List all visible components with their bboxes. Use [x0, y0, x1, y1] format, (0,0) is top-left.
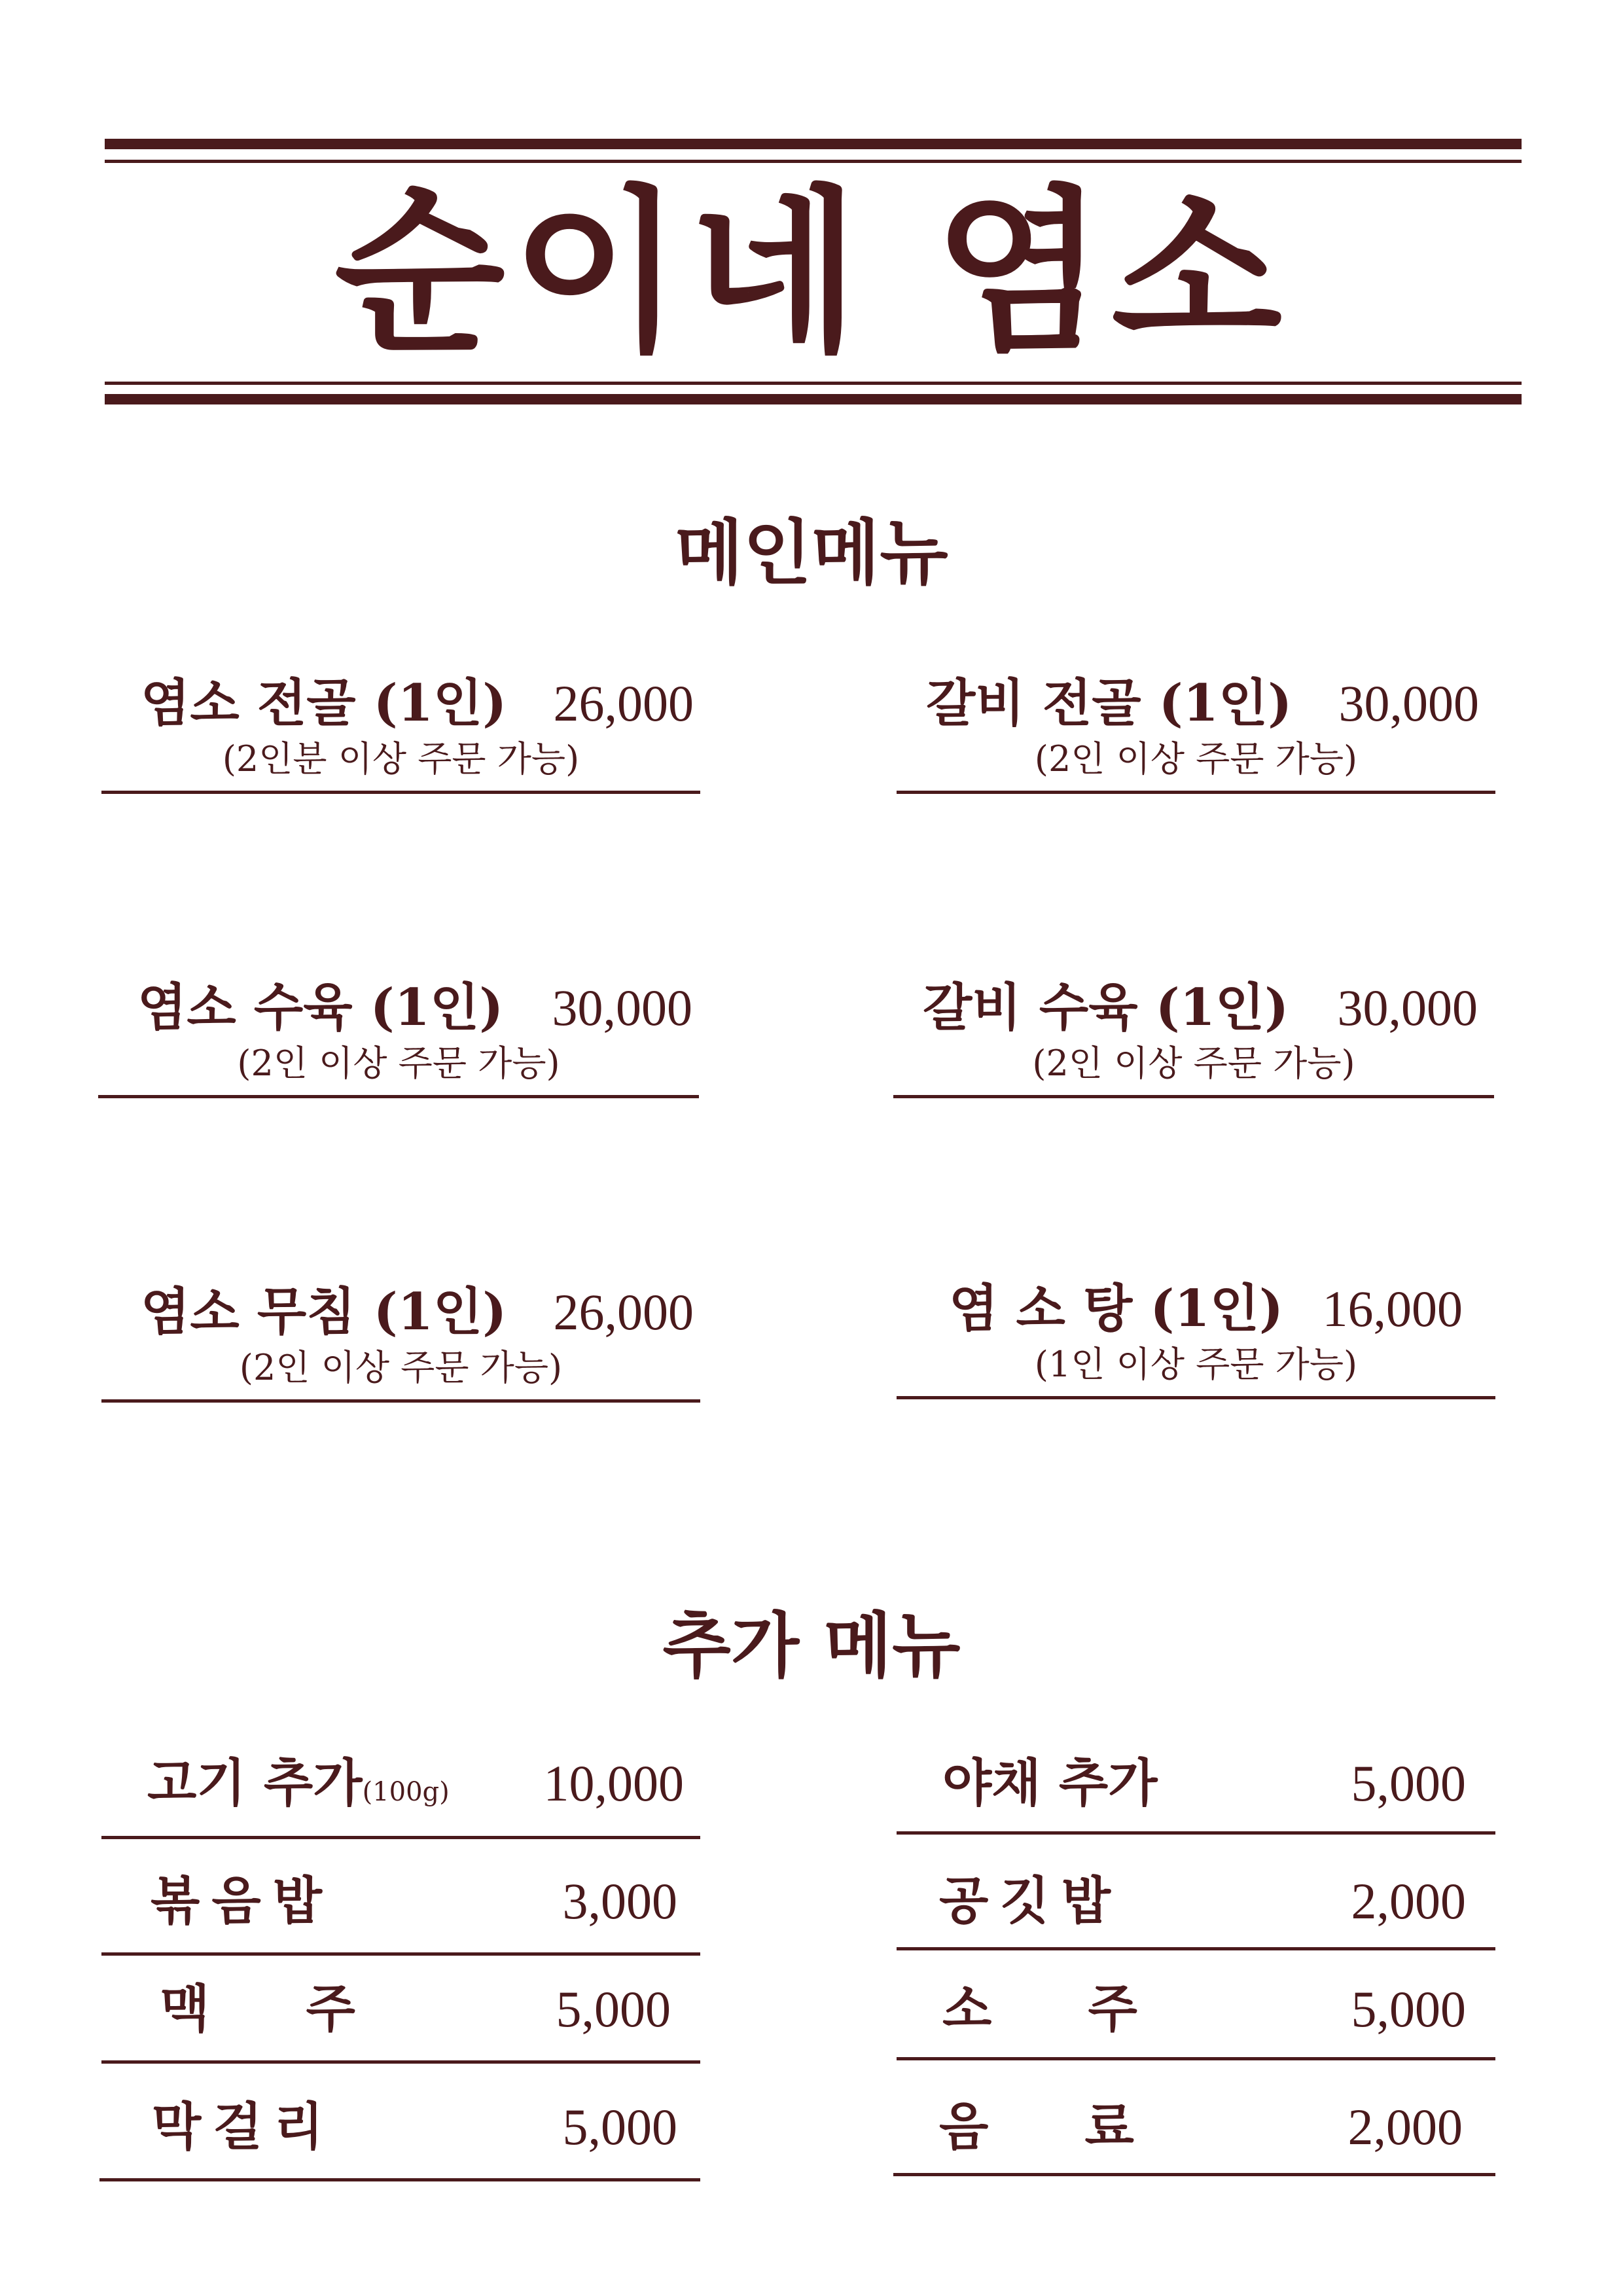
extra-menu-item — [101, 1744, 700, 1842]
item-unit: (100g) — [362, 1777, 450, 1807]
item-underline — [101, 1836, 700, 1839]
item-note: (2인 이상 주문 가능) — [1034, 738, 1358, 780]
item-underline — [893, 1095, 1494, 1098]
item-underline — [893, 2173, 1495, 2176]
item-price: 30,000 — [1337, 979, 1478, 1036]
item-price: 10,000 — [543, 1755, 684, 1812]
item-price: 3,000 — [562, 1873, 677, 1929]
extra-menu-item — [897, 1862, 1495, 1960]
item-underline — [897, 2057, 1495, 2060]
main-menu-heading: 메인메뉴 — [675, 512, 948, 594]
main-menu-item — [101, 1276, 700, 1414]
item-underline — [897, 1831, 1495, 1835]
header-rule-top-thin — [105, 160, 1522, 163]
extra-menu-item — [897, 1744, 1495, 1842]
item-price: 2,000 — [1347, 2098, 1463, 2155]
item-underline — [897, 1947, 1495, 1950]
main-menu-item — [98, 972, 699, 1109]
extra-menu-item — [99, 2088, 700, 2186]
item-price: 5,000 — [1351, 1755, 1466, 1812]
item-note: (2인 이상 주문 가능) — [237, 1043, 560, 1084]
item-underline — [101, 1952, 700, 1956]
item-name: 염소 무침 (1인) — [141, 1282, 507, 1342]
header-rule-top-thick — [105, 139, 1522, 149]
item-note: (2인 이상 주문 가능) — [239, 1347, 563, 1388]
extra-menu-item — [101, 1970, 700, 2068]
item-name: 음 료 — [939, 2097, 1173, 2157]
main-menu-item — [893, 972, 1494, 1109]
item-price: 5,000 — [556, 1981, 671, 2037]
item-name: 갈비 전골 (1인) — [926, 673, 1293, 733]
item-name: 야채 추가 — [942, 1753, 1158, 1813]
item-underline — [101, 1399, 700, 1403]
extra-menu-item — [897, 1970, 1495, 2068]
main-menu-item — [101, 668, 700, 805]
item-underline — [101, 2060, 700, 2064]
item-name: 염소 전골 (1인) — [141, 673, 507, 733]
item-underline — [897, 1396, 1495, 1399]
item-name: 맥 주 — [160, 1979, 395, 2039]
header-rule-bottom-thick — [105, 394, 1522, 404]
item-name: 고기 추가(100g) — [147, 1753, 450, 1813]
item-name: 염소 수육 (1인) — [137, 978, 504, 1037]
item-name: 막걸리 — [152, 2097, 336, 2157]
item-price: 30,000 — [1338, 675, 1479, 732]
header-rule-bottom-thin — [105, 382, 1522, 385]
item-price: 5,000 — [1351, 1981, 1466, 2037]
item-note: (1인 이상 주문 가능) — [1034, 1344, 1358, 1385]
item-name: 갈비 수육 (1인) — [923, 978, 1289, 1037]
item-underline — [101, 791, 700, 794]
item-name: 볶음밥 — [151, 1871, 334, 1931]
item-price: 26,000 — [553, 1283, 694, 1340]
item-price: 5,000 — [562, 2098, 677, 2155]
item-underline — [897, 791, 1495, 794]
item-note: (2인 이상 주문 가능) — [1032, 1043, 1355, 1084]
item-name: 공깃밥 — [939, 1871, 1123, 1931]
item-name: 소 주 — [942, 1979, 1177, 2039]
item-name: 염 소 탕 (1인) — [949, 1279, 1283, 1338]
item-price: 26,000 — [553, 675, 694, 732]
extra-menu-item — [101, 1862, 700, 1960]
item-price: 16,000 — [1322, 1280, 1463, 1337]
item-underline — [98, 1095, 699, 1098]
item-note: (2인분 이상 주문 가능) — [222, 738, 580, 780]
extra-menu-item — [893, 2088, 1495, 2186]
extra-menu-heading: 추가 메뉴 — [662, 1605, 961, 1687]
item-underline — [99, 2178, 700, 2181]
main-menu-item — [897, 1273, 1495, 1410]
main-menu-item — [897, 668, 1495, 805]
restaurant-title: 순이네 염소 — [334, 168, 1289, 376]
item-price: 30,000 — [552, 979, 692, 1036]
item-price: 2,000 — [1351, 1873, 1466, 1929]
